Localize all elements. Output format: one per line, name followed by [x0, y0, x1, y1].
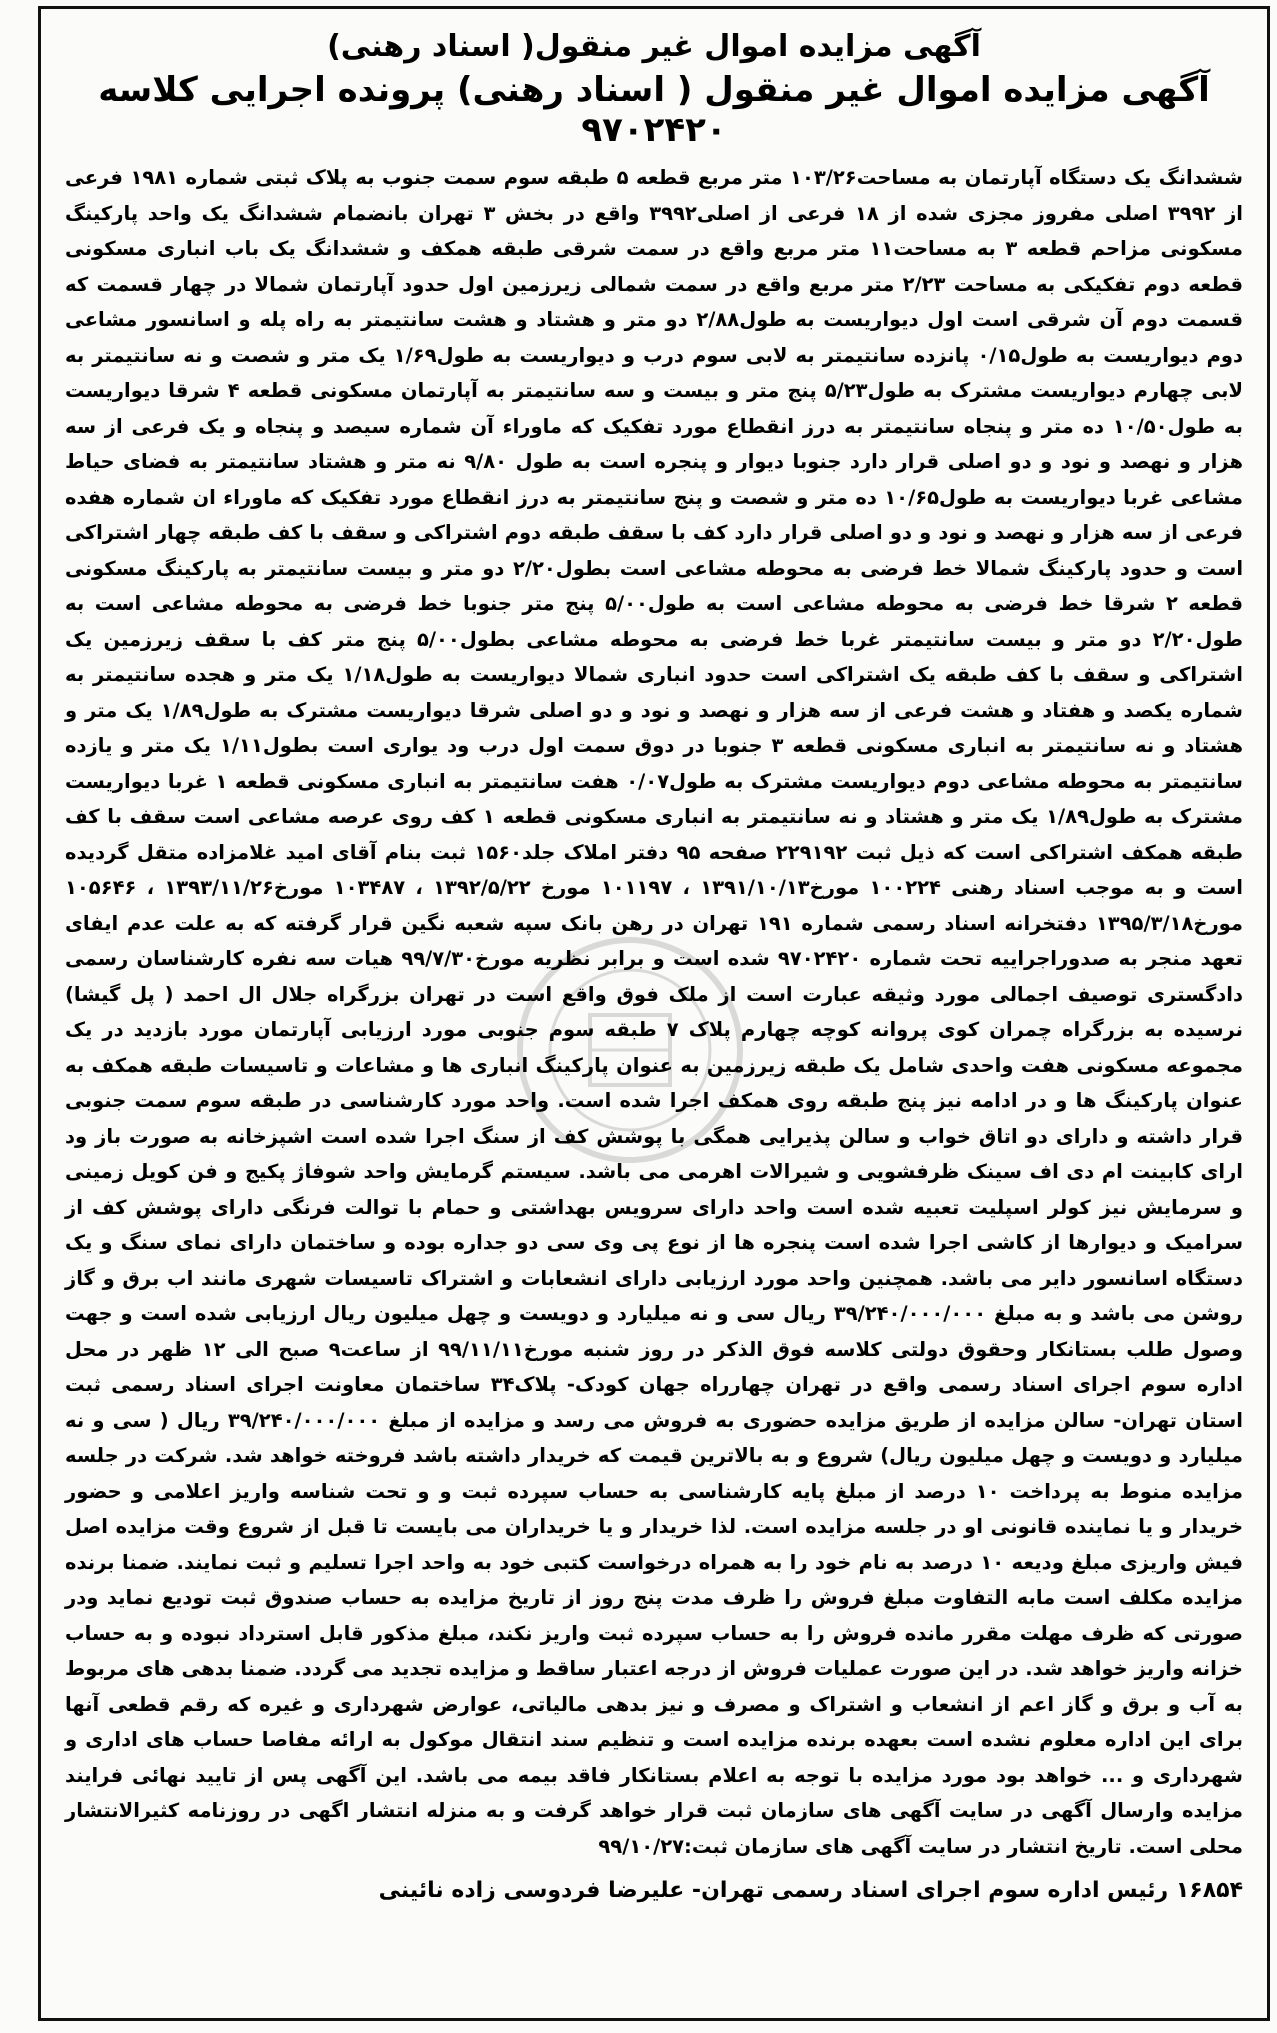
- auction-notice: [38, 6, 1270, 2021]
- notice-body: ششدانگ یک دستگاه آپارتمان به مساحت۱۰۳/۲۶ متر مربع قطعه ۵ طبقه سوم سمت جنوب به پلاک ثبتی شماره ۱۹۸۱ فرعی از ۳۹۹۲ اصلی مفروز مجزی شده از ۱۸ فرعی از اصلی۳۹۹۲ واقع در بخش ۳ تهران بانضمام ششدانگ یک واحد پارکینگ مسکونی مزاحم قطعه ۳ به مساحت۱۱ متر مربع واقع در سمت شرقی طبقه همکف و ششدانگ یک باب انباری مسکونی قطعه دوم تفکیکی به مساحت ۲/۲۳ متر مربع واقع در سمت شمالی زیرزمین اول حدود آپارتمان شمالا در چهار قسمت که قسمت دوم آن شرقی است اول دیواریست به طول۲/۸۸ دو متر و هشتاد و هشت سانتیمتر به راه پله و اسانسور مشاعی دوم دیواریست به طول۰/۱۵ پانزده سانتیمتر به لابی سوم درب و دیواریست به طول۱/۶۹ یک متر و شصت و نه سانتیمتر به لابی چهارم دیواریست مشترک به طول۵/۲۳ پنج متر و بیست و سه سانتیمتر به آپارتمان مسکونی قطعه ۴ شرقا دیواریست به طول۱۰/۵۰ ده متر و پنجاه سانتیمتر به درز انقطاع مورد تفکیک که ماوراء آن شماره سیصد و پنجاه و یک فرعی از سه هزار و نهصد و نود و دو اصلی قرار دارد جنوبا دیوار و پنجره است به طول ۹/۸۰ نه متر و هشتاد سانتیمتر به فضای حیاط مشاعی غربا دیواریست به طول۱۰/۶۵ ده متر و شصت و پنج سانتیمتر به درز انقطاع مورد تفکیک که ماوراء ان شماره هفده فرعی از سه هزار و نهصد و نود و دو اصلی قرار دارد کف با سقف طبقه دوم اشتراکی و سقف با کف طبقه چهار اشتراکی است و حدود پارکینگ شمالا خط فرضی به محوطه مشاعی است بطول۲/۲۰ دو متر و بیست سانتیمتر به پارکینگ مسکونی قطعه ۲ شرقا خط فرضی به محوطه مشاعی است به طول۵/۰۰ پنج متر جنوبا خط فرضی به محوطه مشاعی است به طول۲/۲۰ دو متر و بیست سانتیمتر غربا خط فرضی به محوطه مشاعی بطول۵/۰۰ پنج متر کف با سقف زیرزمین یک اشتراکی و سقف با کف طبقه یک اشتراکی است حدود انباری شمالا دیواریست به طول۱/۱۸ یک متر و هجده سانتیمتر به شماره یکصد و هفتاد و هشت فرعی از سه هزار و نهصد و نود و دو اصلی شرقا دیواریست مشترک به طول۱/۸۹ یک متر و هشتاد و نه سانتیمتر به انباری مسکونی قطعه ۳ جنوبا در دوق سمت اول درب ود یواری است بطول۱/۱۱ یک متر و یازده سانتیمتر به محوطه مشاعی دوم دیواریست مشترک به طول۰/۰۷ هفت سانتیمتر به انباری مسکونی قطعه ۱ غربا دیواریست مشترک به طول۱/۸۹ یک متر و هشتاد و نه سانتیمتر به انباری مسکونی قطعه ۱ کف روی عرصه مشاعی است سقف با کف طبقه همکف اشتراکی است که ذیل ثبت ۲۲۹۱۹۲ صفحه ۹۵ دفتر املاک جلد۱۵۶۰ ثبت بنام آقای امید غلامزاده متقل گردیده است و به موجب اسناد رهنی ۱۰۰۲۲۴ مورخ۱۳۹۱/۱۰/۱۳ ، ۱۰۱۱۹۷ مورخ ۱۳۹۲/۵/۲۲ ، ۱۰۳۴۸۷ مورخ۱۳۹۳/۱۱/۲۶ ، ۱۰۵۶۴۶ مورخ۱۳۹۵/۳/۱۸ دفتخرانه اسناد رسمی شماره ۱۹۱ تهران در رهن بانک سپه شعبه نگین قرار گرفته که به علت عدم ایفای تعهد منجر به صدوراجراییه تحت شماره ۹۷۰۲۴۲۰ شده است و برابر نظریه مورخ۹۹/۷/۳۰ هیات سه نفره کارشناسان رسمی دادگستری توصیف اجمالی مورد وثیقه عبارت است از ملک فوق واقع است در تهران بزرگراه جلال ال احمد ( پل گیشا) نرسیده به بزرگراه چمران کوی پروانه کوچه چهارم پلاک ۷ طبقه سوم جنوبی مورد ارزیابی آپارتمان مورد بازدید در یک مجموعه مسکونی هفت واحدی شامل یک طبقه زیرزمین به عنوان پارکینگ انباری ها و مشاعات و تاسیسات طبقه همکف به عنوان پارکینگ ها و در ادامه نیز پنج طبقه روی همکف اجرا شده است. واحد مورد کارشناسی در طبقه سوم سمت جنوبی قرار داشته و دارای دو اتاق خواب و سالن پذیرایی همگی با پوشش کف از سنگ اجرا شده است اشپزخانه به صورت باز ود ارای کابینت ام دی اف سینک ظرفشویی و شیرالات اهرمی می باشد. سیستم گرمایش واحد شوفاژ پکیج و فن کویل زمینی و سرمایش نیز کولر اسپلیت تعبیه شده است واحد دارای سرویس بهداشتی و حمام با توالت فرنگی دارای پوشش کف از سرامیک و دیوارها از کاشی اجرا شده است پنجره ها از نوع پی وی سی دو جداره بوده و ساختمان دارای نمای سنگ و یک دستگاه اسانسور دایر می باشد. همچنین واحد مورد ارزیابی دارای انشعابات و اشتراک تاسیسات شهری مانند اب برق و گاز روشن می باشد و به مبلغ ۳۹/۲۴۰/۰۰۰/۰۰۰ ریال سی و نه میلیارد و دویست و چهل میلیون ریال ارزیابی شده است و جهت وصول طلب بستانکار وحقوق دولتی کلاسه فوق الذکر در روز شنبه مورخ۹۹/۱۱/۱۱ از ساعت۹ صبح الی ۱۲ ظهر در محل اداره سوم اجرای اسناد رسمی واقع در تهران چهارراه جهان کودک- پلاک۳۴ ساختمان معاونت اجرای اسناد رسمی ثبت استان تهران- سالن مزایده از طریق مزایده حضوری به فروش می رسد و مزایده از مبلغ ۳۹/۲۴۰/۰۰۰/۰۰۰ ریال ( سی و نه میلیارد و دویست و چهل میلیون ریال) شروع و به بالاترین قیمت که خریدار داشته باشد فروخته خواهد شد. شرکت در جلسه مزایده منوط به پرداخت ۱۰ درصد از مبلغ پایه کارشناسی به حساب سپرده ثبت و و تحت شناسه واریز اعلامی و حضور خریدار و یا نماینده قانونی او در جلسه مزایده است. لذا خریدار و یا خریداران می بایست تا قبل از شروع وقت مزایده اصل فیش واریزی مبلغ ودیعه ۱۰ درصد به نام خود را به همراه درخواست کتبی خود به واحد اجرا تسلیم و ثبت نمایند. ضمنا برنده مزایده مکلف است مابه التفاوت مبلغ فروش را ظرف مدت پنج روز از تاریخ مزایده به حساب صندوق ثبت تودیع نماید ودر صورتی که ظرف مهلت مقرر مانده فروش را به حساب سپرده ثبت واریز نکند، مبلغ مذکور قابل استرداد نبوده و به حساب خزانه واریز خواهد شد. در این صورت عملیات فروش از درجه اعتبار ساقط و مزایده تجدید می گردد. ضمنا بدهی های مربوط به آب و برق و گاز اعم از انشعاب و اشتراک و مصرف و نیز بدهی مالیاتی، عوارض شهرداری و غیره که رقم قطعی آنها برای این اداره معلوم نشده است بعهده برنده مزایده است و تنظیم سند انتقال موکول به ارائه مفاصا حساب های اداری و شهرداری و ... خواهد بود مورد مزایده با توجه به اعلام بستانکار فاقد بیمه می باشد. این آگهی پس از تایید نهائی فرایند مزایده وارسال آگهی در سایت آگهی های سازمان ثبت قرار خواهد گرفت و به منزله انتشار اگهی در روزنامه کثیرالانتشار محلی است. تاریخ انتشار در سایت آگهی های سازمان ثبت:۹۹/۱۰/۲۷: [65, 166, 1244, 1858]
- notice-signature: ۱۶۸۵۴ رئیس اداره سوم اجرای اسناد رسمی تهران- علیرضا فردوسی زاده نائینی: [378, 1878, 1243, 1903]
- notice-subtitle: آگهی مزایده اموال غیر منقول ( اسناد رهنی) پرونده اجرایی کلاسه ۹۷۰۲۴۲۰: [98, 70, 1210, 150]
- notice-title: آگهی مزایده اموال غیر منقول( اسناد رهنی): [327, 29, 981, 64]
